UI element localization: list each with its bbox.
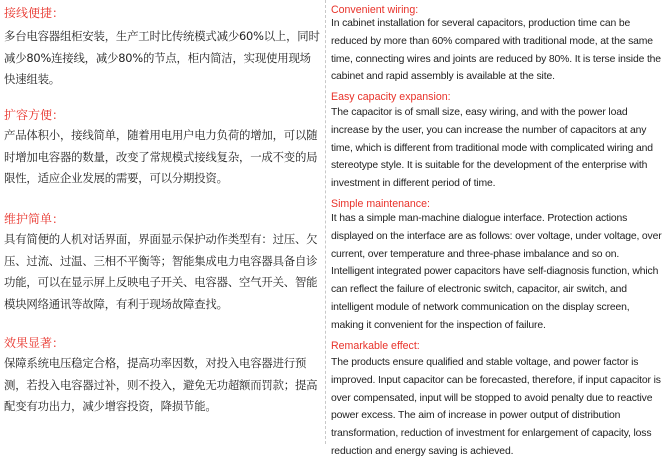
cn-maintenance-heading: 维护简单： [4,212,65,226]
cn-wiring-heading: 接线便捷： [4,6,65,20]
cn-maintenance-body: 具有简便的人机对话界面，界面显示保护动作类型有：过压、欠压、过流、过温、三相不平衡等；智能集成电力电容器具备自诊功能，可以在显示屏上反映电子开关、电容器、空气开关、智能模块网络通讯等故障，有利于现场故障查找。 [4,232,318,311]
column-divider [325,0,326,444]
en-effect-heading: Remarkable effect: [331,340,420,352]
en-effect-body: The products ensure qualified and stable voltage, and power factor is improved. Input capacitor can be forecasted, therefore, if input capacitor is over compensated, input will be stopped to avoid penalty due to reactive power excess. The aim of increase in power output of distribution transformation, reduction of investment for enlargement of capacity, loss reduction and energy saving is achieved. [331,357,661,457]
en-maintenance-heading: Simple maintenance: [331,198,430,210]
cn-expansion-heading: 扩容方便： [4,108,65,122]
cn-expansion-body: 产品体积小，接线简单，随着用电用户电力负荷的增加，可以随时增加电容器的数量，改变了常规模式接线复杂，一成不变的局限性，适应企业发展的需要，可以分期投资。 [4,128,318,186]
en-expansion-body: The capacitor is of small size, easy wiring, and with the power load increase by the user, you can increase the number of capacitors at any time, which is different from traditional mode with complicated wiring and stereotype style. It is suitable for the development of the enterprise with investment in different period of time. [331,107,653,190]
cn-wiring-body: 多台电容器组柜安装，生产工时比传统模式减少60%以上，同时减少80%连接线，减少80%的节点，柜内简洁，实现使用现场快速组装。 [4,29,320,87]
en-wiring-heading: Convenient wiring: [331,4,419,16]
en-maintenance-body: It has a simple man-machine dialogue interface. Protection actions displayed on the interface are as follows: over voltage, under voltage, over current, over temperature and three-phase imbalance and so on. Intelligent integrated power capacitors have self-diagnosis function, which can reflect the failure of electronic switch, capacitor, air switch, and intelligent module of network communication on the display screen, making it convenient for the inspection of failure. [331,213,662,331]
en-expansion-heading: Easy capacity expansion: [331,91,451,103]
en-wiring-body: In cabinet installation for several capacitors, production time can be reduced by more than 60% compared with traditional mode, at the same time, connecting wires and joints are reduced by 80%. It is terse inside the cabinet and rapid assembly is available at the site. [331,18,661,83]
cn-effect-heading: 效果显著： [4,336,65,350]
cn-effect-body: 保障系统电压稳定合格，提高功率因数，对投入电容器进行预测，若投入电容器过补，则不投入，避免无功超额而罚款；提高配变有功出力，减少增容投资，降损节能。 [4,356,318,414]
